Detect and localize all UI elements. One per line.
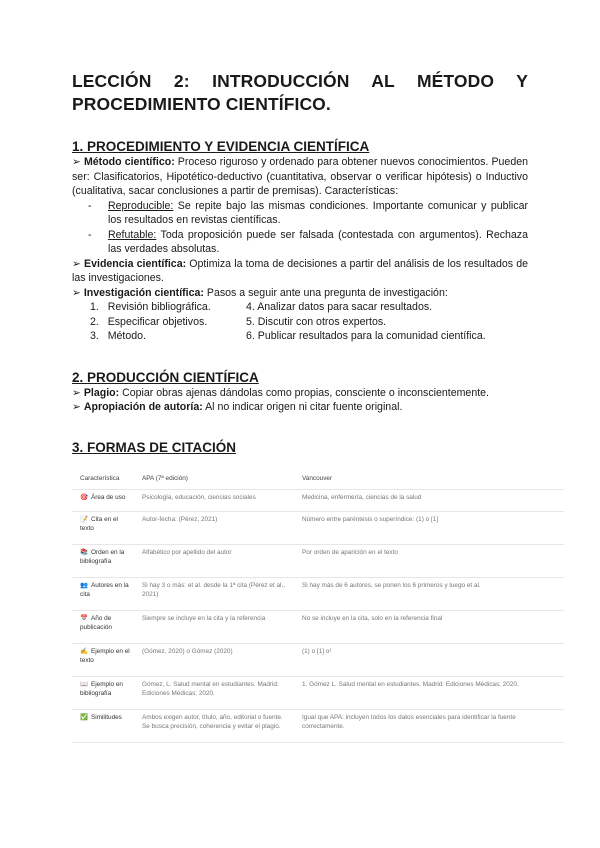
table-row: 📝 Cita en el texto Autor-fecha: (Pérez, 2021) Número entre paréntesis o superíndice: (1) o [1] — [72, 512, 564, 545]
document-page — [72, 70, 528, 456]
calendar-icon: 📅 — [80, 615, 88, 622]
refutable-item: - Refutable: Toda proposición puede ser falsada (contestada con argumentos). Rechaza las verdades absolutas. — [88, 228, 528, 255]
section-2-heading: 2. PRODUCCIÓN CIENTÍFICA — [72, 369, 259, 385]
table-row: 📅 Año de publicación Siempre se incluye en la cita y la referencia No se incluye en la cita, solo en la referencia final — [72, 611, 564, 644]
people-icon: 👥 — [80, 582, 88, 589]
plagio-paragraph: ➢ Plagio: Copiar obras ajenas dándolas como propias, consciente o inconscientemente. — [72, 386, 489, 399]
writing-hand-icon: ✍️ — [80, 648, 88, 655]
evidencia-paragraph: ➢ Evidencia científica: Optimiza la toma de decisiones a partir del análisis de los resultados de las investigaciones. — [72, 257, 528, 284]
table-header-row — [72, 467, 564, 490]
table-row: 👥 Autores en la cita Si hay 3 o más: et al. desde la 1ª cita (Pérez et al., 2021) Si hay más de 6 autores, se ponen los 6 primeros y luego et al. — [72, 578, 564, 611]
list-item: 3. Método. 6. Publicar resultados para la comunidad científica. — [90, 330, 486, 342]
section-3-heading: 3. FORMAS DE CITACIÓN — [72, 439, 237, 455]
section-1-heading: 1. PROCEDIMIENTO Y EVIDENCIA CIENTÍFICA — [72, 139, 370, 154]
metodo-paragraph: ➢ Método científico: Proceso riguroso y ordenado para obtener nuevos conocimientos. Pueden ser: Clasificatorios, Hipotético-deductivo (cuantitativa, observar o verificar hipótesis) o Inductivo (cualitativa, sacar conclusiones a partir de premisas). Características: — [72, 156, 529, 197]
list-item: 2. Especificar objetivos. 5. Discutir con otros expertos. — [90, 315, 387, 328]
reproducible-item: - Reproducible: Se repite bajo las mismas condiciones. Importante comunicar y publicar los resultados en revistas científicas. — [88, 199, 528, 226]
apropiacion-paragraph: ➢ Apropiación de autoría: Al no indicar origen ni citar fuente original. — [72, 401, 403, 413]
citation-table — [72, 467, 564, 743]
page-title: LECCIÓN 2: INTRODUCCIÓN AL MÉTODO Y PROCEDIMIENTO CIENTÍFICO. — [72, 71, 528, 114]
list-item: 1. Revisión bibliográfica. 4. Analizar datos para sacar resultados. — [90, 301, 433, 313]
column-header: Vancouver — [294, 467, 564, 490]
table-row: 📚 Orden en la bibliografía Alfabético por apellido del autor Por orden de aparición en el texto — [72, 545, 564, 578]
table-row: ✍️ Ejemplo en el texto (Gómez, 2020) o Gómez (2020) (1) o [1] o¹ — [72, 644, 564, 677]
table-row: 🎯 Área de uso Psicología, educación, ciencias sociales Medicina, enfermería, ciencias de la salud — [72, 490, 564, 512]
books-icon: 📚 — [80, 549, 88, 556]
open-book-icon: 📖 — [80, 681, 88, 688]
check-icon: ✅ — [80, 714, 88, 721]
memo-icon: 📝 — [80, 516, 88, 523]
table-row: ✅ Similitudes Ambos exigen autor, título, año, editorial o fuente. Se busca precisión, coherencia y evitar el plagio. Igual que APA: incluyen todos los datos esenciales para identificar la fuente correctamente. — [72, 710, 564, 743]
column-header: APA (7ª edición) — [134, 467, 294, 490]
column-header: Característica — [72, 467, 134, 490]
target-icon: 🎯 — [80, 494, 88, 501]
table-row: 📖 Ejemplo en bibliografía Gómez, L. Salud mental en estudiantes. Madrid: Ediciones Médicas; 2020. 1. Gómez L. Salud mental en estudiantes. Madrid: Ediciones Médicas; 2020. — [72, 677, 564, 710]
investigacion-paragraph: ➢ Investigación científica: Pasos a seguir ante una pregunta de investigación: — [72, 286, 448, 299]
